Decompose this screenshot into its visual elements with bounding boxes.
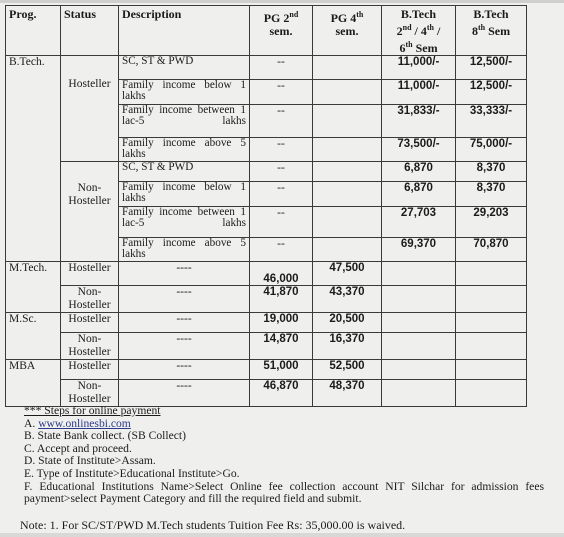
payment-step-e: E. Type of Institute>Educational Institute>Go. bbox=[24, 466, 240, 480]
pg2-fee: 46,870 bbox=[250, 380, 313, 407]
btech-246-cell bbox=[382, 333, 456, 360]
btech-8-fee: 75,000/- bbox=[456, 138, 527, 162]
tuition-waiver-note: Note: 1. For SC/ST/PWD M.Tech students Tuition Fee Rs: 35,000.00 is waived. bbox=[20, 518, 406, 532]
header-pg-4th-sem: PG 4th sem. bbox=[313, 6, 382, 56]
pg2-cell: -- bbox=[250, 238, 313, 262]
btech-246-cell bbox=[382, 360, 456, 380]
description-cell: Family income between 1 lac-5 lakhs bbox=[119, 105, 250, 138]
table-row bbox=[6, 313, 527, 333]
fee-structure-table bbox=[5, 5, 527, 407]
payment-step-c: C. Accept and proceed. bbox=[24, 441, 132, 455]
pg4-cell bbox=[313, 238, 382, 262]
btech-246-fee: 27,703 bbox=[382, 207, 456, 238]
payment-step-b: B. State Bank collect. (SB Collect) bbox=[24, 429, 186, 443]
description-cell: ---- bbox=[119, 360, 250, 380]
pg2-fee: 14,870 bbox=[250, 333, 313, 360]
btech-8-fee: 8,370 bbox=[456, 162, 527, 182]
pg2-cell: -- bbox=[250, 182, 313, 207]
onlinesbi-link[interactable]: www.onlinesbi.com bbox=[38, 416, 131, 430]
btech-246-cell bbox=[382, 286, 456, 313]
header-status: Status bbox=[61, 6, 119, 56]
table-row bbox=[6, 56, 527, 80]
prog-btech: B.Tech. bbox=[6, 56, 61, 262]
description-cell: ---- bbox=[119, 262, 250, 286]
btech-246-fee: 6,870 bbox=[382, 182, 456, 207]
table-row bbox=[6, 262, 527, 286]
pg4-cell bbox=[313, 207, 382, 238]
pg2-cell: -- bbox=[250, 162, 313, 182]
table-row bbox=[6, 380, 527, 407]
pg2-cell: -- bbox=[250, 207, 313, 238]
status-non-hosteller: Non-Hosteller bbox=[61, 286, 119, 313]
description-cell: Family income between 1 lac-5 lakhs bbox=[119, 207, 250, 238]
pg4-cell bbox=[313, 56, 382, 80]
btech-246-fee: 73,500/- bbox=[382, 138, 456, 162]
top-border-strip bbox=[0, 0, 564, 3]
btech-8-cell bbox=[456, 333, 527, 360]
payment-steps-heading: *** Steps for online payment bbox=[24, 404, 161, 417]
description-cell: ---- bbox=[119, 380, 250, 407]
status-non-hosteller: Non-Hosteller bbox=[61, 162, 119, 262]
pg4-fee: 43,370 bbox=[313, 286, 382, 313]
payment-step-d: D. State of Institute>Assam. bbox=[24, 454, 156, 468]
btech-8-fee: 70,870 bbox=[456, 238, 527, 262]
btech-8-cell bbox=[456, 262, 527, 286]
pg4-fee: 47,500 bbox=[313, 262, 382, 286]
step-a-prefix: A. bbox=[24, 416, 36, 430]
prog-mba: MBA bbox=[6, 360, 61, 407]
pg2-fee: 19,000 bbox=[250, 313, 313, 333]
pg2-fee: 46,000 bbox=[250, 262, 313, 286]
payment-steps bbox=[24, 405, 544, 506]
status-hosteller: Hosteller bbox=[61, 360, 119, 380]
status-non-hosteller: Non-Hosteller bbox=[61, 380, 119, 407]
btech-246-cell bbox=[382, 380, 456, 407]
bottom-edge-strip bbox=[0, 533, 564, 537]
pg2-cell: -- bbox=[250, 80, 313, 105]
pg4-cell bbox=[313, 182, 382, 207]
pg2-cell: -- bbox=[250, 138, 313, 162]
table-row bbox=[6, 360, 527, 380]
btech-246-fee: 6,870 bbox=[382, 162, 456, 182]
prog-msc: M.Sc. bbox=[6, 313, 61, 360]
pg2-fee: 41,870 bbox=[250, 286, 313, 313]
table-row bbox=[6, 162, 527, 182]
pg2-fee: 51,000 bbox=[250, 360, 313, 380]
pg2-cell: -- bbox=[250, 105, 313, 138]
pg4-fee: 16,370 bbox=[313, 333, 382, 360]
description-cell: ---- bbox=[119, 333, 250, 360]
pg4-fee: 20,500 bbox=[313, 313, 382, 333]
pg4-cell bbox=[313, 162, 382, 182]
description-cell: Family income above 5 lakhs bbox=[119, 238, 250, 262]
btech-246-fee: 31,833/- bbox=[382, 105, 456, 138]
prog-mtech: M.Tech. bbox=[6, 262, 61, 313]
payment-step-f: F. Educational Institutions Name>Select Online fee collection account NIT Silchar for admission fees payment>select Payment Category and fill the required field and submit. bbox=[24, 479, 544, 506]
status-hosteller: Hosteller bbox=[61, 56, 119, 162]
status-hosteller: Hosteller bbox=[61, 313, 119, 333]
pg4-fee: 48,370 bbox=[313, 380, 382, 407]
table-row bbox=[6, 286, 527, 313]
description-cell: ---- bbox=[119, 313, 250, 333]
pg2-cell: -- bbox=[250, 56, 313, 80]
description-cell: ---- bbox=[119, 286, 250, 313]
pg4-cell bbox=[313, 80, 382, 105]
table-row bbox=[6, 333, 527, 360]
header-description: Description bbox=[119, 6, 250, 56]
header-prog: Prog. bbox=[6, 6, 61, 56]
btech-8-fee: 12,500/- bbox=[456, 80, 527, 105]
description-cell: Family income above 5 lakhs bbox=[119, 138, 250, 162]
description-cell: Family income below 1 lakhs bbox=[119, 80, 250, 105]
btech-246-cell bbox=[382, 313, 456, 333]
description-cell: SC, ST & PWD bbox=[119, 162, 250, 182]
btech-8-fee: 29,203 bbox=[456, 207, 527, 238]
status-non-hosteller: Non-Hosteller bbox=[61, 333, 119, 360]
btech-8-fee: 12,500/- bbox=[456, 56, 527, 80]
header-btech-2-4-6-sem: B.Tech 2nd / 4th / 6th Sem bbox=[382, 6, 456, 56]
btech-8-fee: 33,333/- bbox=[456, 105, 527, 138]
btech-8-cell bbox=[456, 360, 527, 380]
pg4-cell bbox=[313, 105, 382, 138]
description-cell: Family income below 1 lakhs bbox=[119, 182, 250, 207]
description-cell: SC, ST & PWD bbox=[119, 56, 250, 80]
btech-246-fee: 11,000/- bbox=[382, 56, 456, 80]
header-row bbox=[6, 6, 527, 56]
btech-246-fee: 11,000/- bbox=[382, 80, 456, 105]
btech-246-cell bbox=[382, 262, 456, 286]
btech-8-cell bbox=[456, 380, 527, 407]
btech-246-fee: 69,370 bbox=[382, 238, 456, 262]
btech-8-fee: 8,370 bbox=[456, 182, 527, 207]
btech-8-cell bbox=[456, 313, 527, 333]
header-btech-8th-sem: B.Tech 8th Sem bbox=[456, 6, 527, 56]
pg4-cell bbox=[313, 138, 382, 162]
btech-8-cell bbox=[456, 286, 527, 313]
header-pg-2nd-sem: PG 2nd sem. bbox=[250, 6, 313, 56]
status-hosteller: Hosteller bbox=[61, 262, 119, 286]
pg4-fee: 52,500 bbox=[313, 360, 382, 380]
